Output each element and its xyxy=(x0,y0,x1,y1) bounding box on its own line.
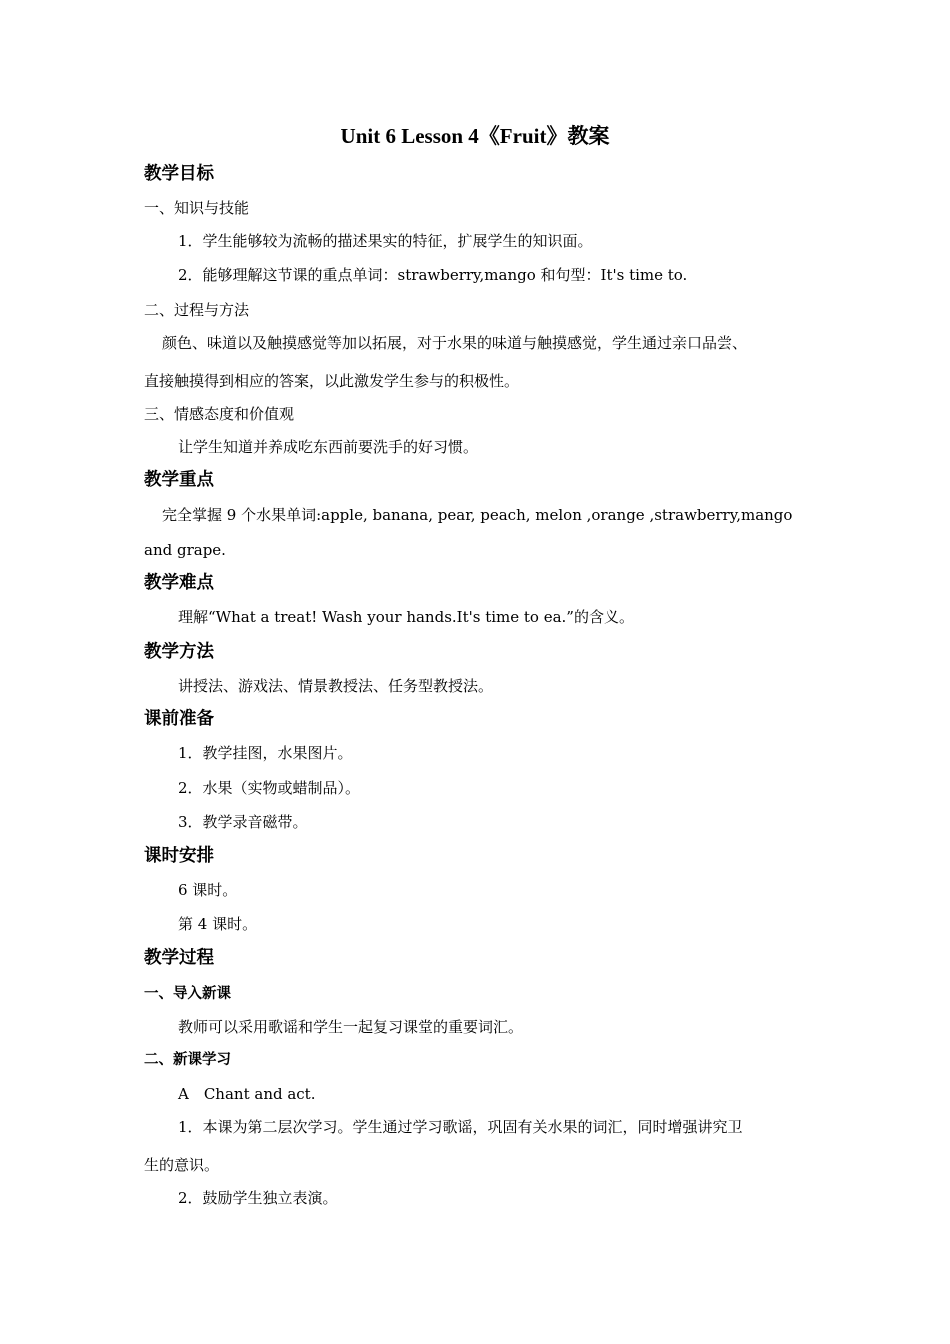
preparation-item1: 1．教学挂图，水果图片。 xyxy=(178,744,353,762)
process-sub2-item2: 2．鼓励学生独立表演。 xyxy=(178,1189,338,1207)
preparation-item3: 3．教学录音磁带。 xyxy=(178,813,308,831)
document-title: Unit 6 Lesson 4《Fruit》教案 xyxy=(340,124,610,148)
goals-part1-heading: 一、知识与技能 xyxy=(144,199,250,217)
goals-part2-line1: 颜色、味道以及触摸感觉等加以拓展，对于水果的味道与触摸感觉，学生通过亲口品尝、 xyxy=(162,334,748,352)
process-sub1-heading: 一、导入新课 xyxy=(144,986,231,1002)
goals-part1-item1: 1．学生能够较为流畅的描述果实的特征，扩展学生的知识面。 xyxy=(178,232,593,250)
key-points-line2: and grape. xyxy=(144,541,226,559)
heading-process: 教学过程 xyxy=(144,948,214,968)
heading-schedule: 课时安排 xyxy=(144,846,214,866)
schedule-line2: 第 4 课时。 xyxy=(178,915,258,933)
process-sub2-item1-line1: 1．本课为第二层次学习。学生通过学习歌谣，巩固有关水果的词汇，同时增强讲究卫 xyxy=(178,1118,743,1136)
heading-methods: 教学方法 xyxy=(144,642,214,662)
difficulties-text: 理解“What a treat! Wash your hands.It's time to ea.”的含义。 xyxy=(178,608,634,626)
process-sub2-item1-line2: 生的意识。 xyxy=(144,1156,220,1174)
heading-difficulties: 教学难点 xyxy=(144,573,214,593)
process-sub1-text: 教师可以采用歌谣和学生一起复习课堂的重要词汇。 xyxy=(178,1018,524,1036)
process-sub2-a: A Chant and act. xyxy=(178,1085,316,1103)
goals-part2-heading: 二、过程与方法 xyxy=(144,301,250,319)
process-sub2-heading: 二、新课学习 xyxy=(144,1052,231,1068)
heading-preparation: 课前准备 xyxy=(144,709,214,729)
schedule-line1: 6 课时。 xyxy=(178,881,238,899)
goals-part1-item2: 2．能够理解这节课的重点单词：strawberry,mango 和句型：It's time to. xyxy=(178,266,688,284)
methods-text: 讲授法、游戏法、情景教授法、任务型教授法。 xyxy=(178,677,494,695)
goals-part2-line2: 直接触摸得到相应的答案，以此激发学生参与的积极性。 xyxy=(144,372,520,390)
heading-goals: 教学目标 xyxy=(144,164,214,184)
heading-key-points: 教学重点 xyxy=(144,470,214,490)
preparation-item2: 2．水果（实物或蜡制品）。 xyxy=(178,779,361,797)
goals-part3-text: 让学生知道并养成吃东西前要洗手的好习惯。 xyxy=(178,438,479,456)
key-points-line1: 完全掌握 9 个水果单词:apple, banana, pear, peach, melon ,orange ,strawberry,mango xyxy=(162,506,793,524)
goals-part3-heading: 三、情感态度和价值观 xyxy=(144,405,295,423)
